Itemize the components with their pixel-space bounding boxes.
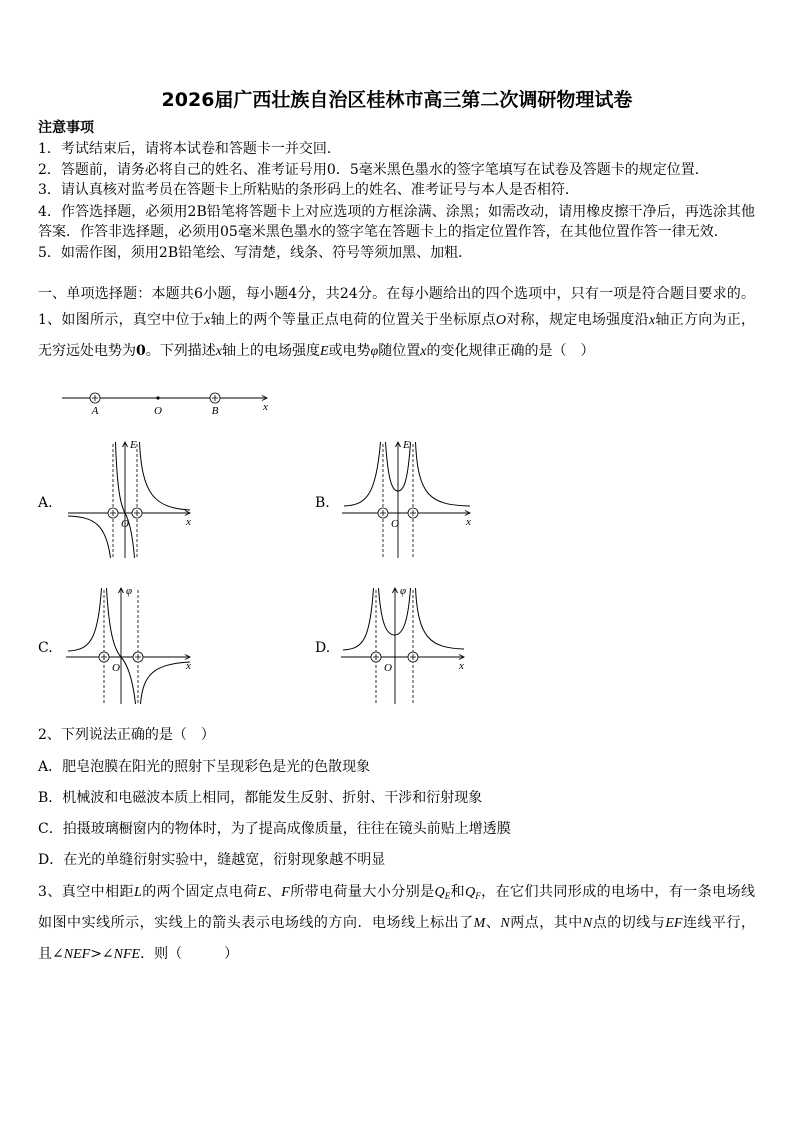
variable-x: x: [215, 344, 222, 359]
angle-nfe: NFE: [113, 947, 141, 962]
variable-x: x: [204, 313, 211, 328]
positive-charge-icon: [371, 652, 381, 662]
question-2-stem: 2、下列说法正确的是（ ）: [38, 727, 215, 743]
option-c-label: C.: [38, 640, 53, 656]
variable-n: N: [582, 916, 593, 931]
text-segment: 。下列描述: [145, 343, 216, 359]
variable-m: M: [473, 916, 486, 931]
option-c-graph: [62, 582, 194, 706]
option-b-graph: [338, 436, 474, 560]
curve-left-branch: [68, 588, 102, 651]
text-segment: ．则（ ）: [140, 946, 239, 962]
text-segment: 随位置: [378, 343, 421, 359]
x-axis-label: x: [466, 516, 471, 528]
text-segment: 且∠: [38, 946, 64, 962]
question-3-stem-line-3: [38, 944, 238, 965]
page-title: 2026届广西壮族自治区桂林市高三第二次调研物理试卷: [161, 89, 633, 111]
y-axis-label: φ: [400, 585, 407, 597]
origin-label: O: [391, 518, 399, 530]
text-segment: 如图中实线所示，实线上的箭头表示电场线的方向．电场线上标出了: [38, 915, 474, 931]
option-a-graph: [62, 436, 194, 560]
origin-label: O: [384, 662, 392, 674]
question-2-option-b: B．机械波和电磁波本质上相同，都能发生反射、折射、干涉和衍射现象: [38, 790, 483, 806]
curve-left-branch: [344, 442, 381, 506]
question-2-option-c: C．拍摄玻璃橱窗内的物体时，为了提高成像质量，往往在镜头前贴上增透膜: [38, 821, 511, 837]
variable-o: O: [495, 313, 507, 328]
option-d-graph: [338, 582, 468, 706]
x-axis-label: x: [186, 516, 191, 528]
positive-charge-icon: [408, 652, 418, 662]
y-axis-label: E: [130, 439, 137, 451]
variable-n: N: [500, 916, 510, 931]
positive-charge-icon: [90, 393, 100, 403]
variable-e: E: [319, 344, 329, 359]
positive-charge-icon: [408, 508, 418, 518]
curve-left-branch: [68, 516, 111, 558]
question-3-stem-line-2: [38, 913, 755, 934]
text-segment: 3、真空中相距: [38, 884, 134, 900]
curve-right-branch: [141, 662, 191, 704]
text-segment: 所带电荷量大小分别是: [289, 884, 435, 900]
origin-dot: [156, 396, 159, 399]
subscript-e: E: [444, 891, 451, 901]
positive-charge-icon: [108, 508, 118, 518]
question-3-stem-line-1: [38, 882, 755, 903]
curve-left-branch: [343, 588, 374, 650]
question-2-option-d: D．在光的单缝衍射实验中，缝越宽，衍射现象越不明显: [38, 852, 386, 868]
text-segment: 的两个固定点电荷: [141, 884, 258, 900]
charge-a-label: A: [91, 405, 99, 417]
curve-right-branch: [416, 588, 465, 649]
notice-item-4-line-1: 4．作答选择题，必须用2B铅笔将答题卡上对应选项的方框涂满、涂黑；如需改动，请用橡皮擦干净后，再选涂其他: [38, 204, 755, 220]
charge-axis-figure: [55, 384, 277, 418]
option-d-label: D.: [315, 640, 331, 656]
section-heading: 一、单项选择题：本题共6小题，每小题4分，共24分。在每小题给出的四个选项中，只有一项是符合题目要求的。: [38, 286, 755, 302]
variable-phi: φ: [370, 344, 379, 359]
notice-heading: 注意事项: [38, 120, 94, 136]
angle-nef: NEF: [63, 947, 91, 962]
option-a-label: A.: [38, 495, 53, 511]
text-segment: >∠: [90, 946, 114, 962]
charge-b-label: B: [211, 405, 219, 417]
subscript-f: F: [475, 891, 481, 901]
variable-ef: EF: [665, 916, 683, 931]
positive-charge-icon: [133, 652, 143, 662]
text-segment: 、: [485, 915, 501, 931]
text-segment: 的变化规律正确的是（ ）: [426, 343, 595, 359]
x-axis-label: x: [459, 660, 464, 672]
question-2-option-a: A．肥皂泡膜在阳光的照射下呈现彩色是光的色散现象: [38, 759, 371, 775]
x-axis-label: x: [263, 401, 268, 413]
positive-charge-icon: [210, 393, 220, 403]
question-1-stem-line-2: [38, 341, 595, 362]
text-segment: 或电势: [328, 343, 371, 359]
text-segment: ，在它们共同形成的电场中，有一条电场线: [480, 884, 756, 900]
option-b-label: B.: [315, 495, 330, 511]
positive-charge-icon: [378, 508, 388, 518]
text-segment: 两点，其中: [509, 915, 583, 931]
variable-e: E: [257, 885, 267, 900]
positive-charge-icon: [99, 652, 109, 662]
text-segment: 连线平行，: [682, 915, 756, 931]
notice-item-1: 1．考试结束后，请将本试卷和答题卡一并交回．: [38, 141, 341, 157]
notice-item-3: 3．请认真核对监考员在答题卡上所粘贴的条形码上的姓名、准考证号与本人是否相符．: [38, 182, 579, 198]
y-axis-label: E: [403, 439, 410, 451]
variable-f: F: [281, 885, 290, 900]
x-axis-label: x: [186, 660, 191, 672]
text-segment: 对称，规定电场强度沿: [506, 312, 649, 328]
origin-label: O: [112, 662, 120, 674]
text-segment: 点的切线与: [592, 915, 666, 931]
text-segment: 无穷远处电势为: [38, 343, 136, 359]
question-1-stem-line-1: [38, 310, 755, 331]
positive-charge-icon: [132, 508, 142, 518]
variable-x: x: [648, 313, 656, 328]
notice-item-2: 2．答题前，请务必将自己的姓名、准考证号用0．5毫米黑色墨水的签字笔填写在试卷及答题卡的规定位置．: [38, 162, 709, 178]
text-segment: 轴上的两个等量正点电荷的位置关于坐标原点: [210, 312, 496, 328]
origin-label: O: [121, 518, 129, 530]
text-segment: 和: [450, 884, 466, 900]
text-segment: 轴正方向为正，: [655, 312, 756, 328]
text-segment: 1、如图所示，真空中位于: [38, 312, 205, 328]
y-axis-label: φ: [126, 585, 133, 597]
text-segment: 0: [136, 343, 146, 359]
variable-x: x: [420, 344, 427, 359]
curve-right-branch: [140, 442, 191, 510]
curve-right-branch: [416, 442, 471, 506]
notice-item-5: 5．如需作图，须用2B铅笔绘、写清楚，线条、符号等须加黑、加粗．: [38, 245, 473, 261]
variable-q: Q: [465, 885, 476, 900]
origin-label: O: [154, 405, 162, 417]
text-segment: 轴上的电场强度: [221, 343, 320, 359]
variable-q: Q: [434, 885, 445, 900]
variable-l: L: [133, 885, 142, 900]
text-segment: 、: [266, 884, 282, 900]
notice-item-4-line-2: 答案．作答非选择题，必须用05毫米黑色墨水的签字笔在答题卡上的指定位置作答，在其他位置作答一律无效．: [38, 224, 728, 240]
